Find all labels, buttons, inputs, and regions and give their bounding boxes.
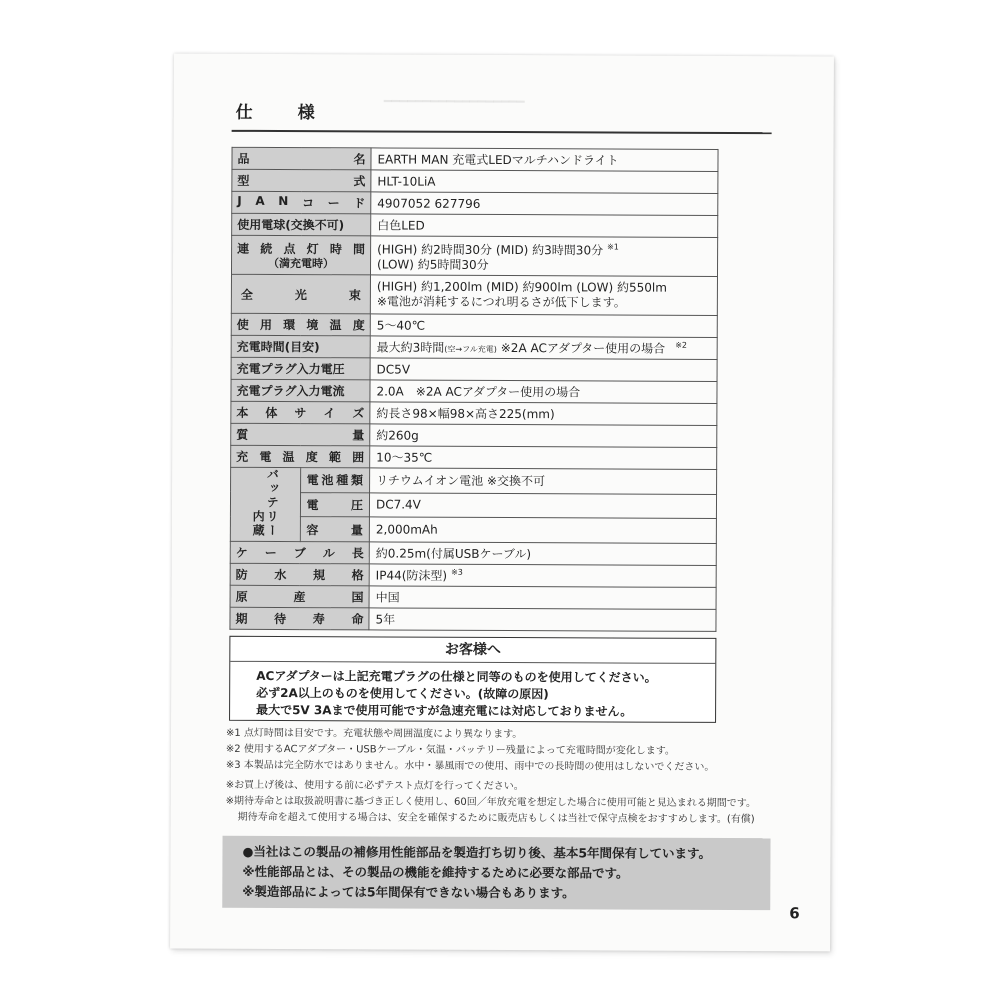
spec-value bbox=[370, 358, 717, 382]
label-char: 間 bbox=[353, 242, 366, 257]
spec-value bbox=[369, 542, 716, 566]
usage-notes bbox=[226, 778, 757, 828]
spec-value bbox=[370, 380, 717, 404]
spec-value-text: (LOW) 約5時間30分 bbox=[377, 257, 489, 272]
notice-line: ACアダプターは上記充電プラグの仕様と同等のものを使用してください。 bbox=[256, 668, 657, 685]
spec-row bbox=[231, 401, 717, 425]
spec-value-text: 最大約3時間 bbox=[376, 340, 445, 355]
footnote-ref: ※2 bbox=[675, 340, 688, 350]
label-char: 体 bbox=[265, 405, 278, 421]
spec-value-text: DC5V bbox=[376, 361, 411, 377]
label-char: A bbox=[255, 193, 265, 208]
spec-label bbox=[231, 274, 370, 314]
spec-row bbox=[231, 445, 717, 469]
spec-row bbox=[232, 169, 718, 193]
battery-side-label: バッテリー bbox=[265, 467, 280, 539]
spec-label bbox=[231, 401, 370, 424]
notice-body bbox=[230, 662, 715, 721]
label-char: イ bbox=[323, 406, 336, 421]
spec-value-text: 中国 bbox=[375, 590, 400, 605]
spec-label bbox=[230, 585, 369, 608]
spec-value-text: 10〜35℃ bbox=[376, 450, 433, 465]
usage-note: ※期待寿命とは取扱説明書に基づき正しく使用し、60回／年放充電を想定した場合に使用可能と見込まれる期間です。 bbox=[225, 795, 757, 810]
label-char: 寿 bbox=[312, 612, 325, 627]
spec-label bbox=[231, 423, 370, 446]
spec-value bbox=[369, 586, 716, 610]
label-char: 充電プラグ入力電流 bbox=[236, 383, 345, 399]
label-char: J bbox=[237, 193, 242, 208]
label-char: 温 bbox=[282, 450, 295, 465]
label-char: 境 bbox=[306, 318, 319, 333]
spec-value bbox=[370, 424, 717, 448]
label-char: 充 bbox=[236, 449, 249, 464]
label-char: 電 bbox=[306, 473, 319, 488]
label-char: 電 bbox=[306, 498, 319, 513]
label-char: 電 bbox=[259, 449, 272, 464]
title-underline bbox=[232, 130, 772, 134]
spec-value-text: 2.0A ※2A ACアダプター使用の場合 bbox=[376, 384, 581, 400]
label-char: 名 bbox=[353, 152, 366, 167]
label-char: 質 bbox=[236, 427, 249, 442]
spec-label bbox=[231, 445, 370, 468]
notice-line: 最大で5V 3Aまで使用可能ですが急速充電には対応しておりません。 bbox=[256, 702, 633, 719]
usage-note: ※お買上げ後は、使用する前に必ずテスト点灯を行ってください。 bbox=[225, 779, 524, 793]
spec-value bbox=[370, 275, 717, 316]
spec-value-text: EARTH MAN 充電式LEDマルチハンドライト bbox=[377, 152, 619, 168]
spec-value-text: IP44(防沫型) bbox=[375, 568, 448, 583]
spec-value-text: (HIGH) 約2時間30分 (MID) 約3時間30分 bbox=[377, 242, 604, 258]
spec-value-text: 約長さ98×幅98×高さ225(mm) bbox=[376, 406, 555, 422]
spec-row bbox=[230, 607, 716, 631]
footnote: ※3 本製品は完全防水ではありません。水中・暴風雨での使用、雨中での長時間の使用はしないでください。 bbox=[225, 759, 715, 773]
spec-row bbox=[231, 313, 717, 337]
label-char: 規 bbox=[312, 568, 326, 583]
spec-value bbox=[369, 608, 716, 632]
label-char: 度 bbox=[352, 318, 365, 333]
spec-label bbox=[231, 379, 370, 402]
spec-value: DC7.4V bbox=[369, 493, 716, 519]
label-char: 量 bbox=[352, 428, 365, 443]
parts-line: ※性能部品とは、その製品の機能を維持するために必要な部品です。 bbox=[242, 863, 629, 881]
label-char: 待 bbox=[274, 612, 287, 627]
parts-line: ●当社はこの製品の補修用性能部品を製造打ち切り後、基本5年間保有しています。 bbox=[242, 843, 712, 861]
spec-row bbox=[231, 357, 717, 381]
spec-row bbox=[232, 191, 718, 215]
label-char: 束 bbox=[348, 287, 361, 302]
label-char: N bbox=[278, 194, 289, 209]
label-char: 格 bbox=[351, 568, 364, 583]
label-char: 範 bbox=[328, 450, 341, 465]
label-char: 使用電球(交換不可) bbox=[237, 217, 345, 233]
page-number: 6 bbox=[789, 904, 800, 923]
spec-row bbox=[232, 213, 718, 237]
label-char: 全 bbox=[240, 287, 253, 302]
label-char: 用 bbox=[259, 317, 273, 332]
label-char: 類 bbox=[351, 473, 364, 488]
label-char: 原 bbox=[235, 589, 248, 604]
label-char: 水 bbox=[274, 568, 287, 583]
battery-group-label bbox=[230, 467, 300, 541]
customer-notice-box bbox=[229, 636, 716, 723]
parts-retention-box bbox=[222, 836, 770, 910]
spec-value bbox=[370, 314, 717, 338]
label-char: 池 bbox=[321, 473, 334, 488]
parts-line: ※製造部品によっては5年間保有できない場合もあります。 bbox=[242, 883, 575, 901]
label-char: 灯 bbox=[306, 242, 319, 257]
spec-value bbox=[371, 170, 718, 194]
spec-row bbox=[230, 517, 716, 544]
spec-value-text: (HIGH) 約1,200lm (MID) 約900lm (LOW) 約550lm bbox=[376, 279, 667, 295]
spec-row bbox=[231, 467, 717, 494]
spec-sublabel: （満充電時） bbox=[268, 256, 335, 271]
spec-table bbox=[229, 147, 718, 632]
spec-label bbox=[230, 541, 369, 564]
spec-label bbox=[232, 191, 371, 214]
spec-value-text: 約0.25m(付属USBケーブル) bbox=[375, 546, 532, 562]
label-char: 式 bbox=[353, 174, 366, 189]
label-char: 国 bbox=[351, 590, 364, 605]
spec-value bbox=[370, 402, 717, 426]
spec-label bbox=[231, 357, 370, 380]
manual-page bbox=[170, 54, 834, 952]
page-title: 仕 様 bbox=[235, 102, 329, 124]
spec-value-text: 4907052 627796 bbox=[377, 195, 481, 211]
spec-row bbox=[231, 274, 717, 315]
spec-value bbox=[369, 564, 716, 588]
label-char: 型 bbox=[237, 173, 250, 188]
label-char: 時 bbox=[329, 242, 342, 257]
spec-value: 2,000mAh bbox=[369, 517, 716, 543]
label-char: 使 bbox=[236, 317, 249, 332]
footnote: ※2 使用するACアダプター・USBケーブル・気温・バッテリー残量によって充電時間が変化します。 bbox=[225, 743, 675, 757]
spec-value bbox=[371, 148, 718, 172]
footnotes bbox=[226, 726, 715, 776]
spec-value: リチウムイオン電池 ※交換不可 bbox=[370, 468, 717, 494]
label-char: 期 bbox=[235, 611, 248, 626]
spec-value-text: 白色LED bbox=[377, 218, 425, 233]
spec-label bbox=[231, 235, 370, 275]
label-char: 連 bbox=[237, 241, 250, 256]
spec-row bbox=[231, 335, 717, 359]
label-char: ド bbox=[353, 196, 366, 211]
label-char: サ bbox=[294, 406, 307, 421]
label-char: 温 bbox=[329, 318, 342, 333]
footnote-ref: ※1 bbox=[607, 242, 619, 252]
spec-label: 充電時間(目安) bbox=[231, 335, 370, 358]
spec-row bbox=[231, 235, 717, 276]
footnote-ref: ※3 bbox=[451, 567, 463, 577]
notice-line: 必ず2A以上のものを使用してください。(故障の原因) bbox=[256, 685, 549, 702]
label-char: コ bbox=[301, 196, 315, 211]
spec-row bbox=[230, 585, 716, 609]
battery-side-label: 内蔵 bbox=[251, 509, 266, 538]
spec-value bbox=[371, 214, 718, 238]
label-char: 環 bbox=[283, 318, 296, 333]
label-char: 点 bbox=[283, 242, 296, 257]
label-char: 度 bbox=[305, 450, 318, 465]
spec-label bbox=[232, 147, 371, 170]
label-char: 囲 bbox=[352, 450, 365, 465]
spec-value-text: 5〜40℃ bbox=[376, 318, 426, 333]
spec-value-text: ※電池が消耗するにつれ明るさが低下します。 bbox=[376, 294, 626, 310]
label-char: 容 bbox=[306, 522, 319, 537]
label-char: 本 bbox=[236, 405, 249, 420]
label-char: 光 bbox=[294, 287, 307, 302]
label-char: 命 bbox=[351, 612, 364, 627]
show-through-text: ━━━━━━━━━━━━━━━━━━ bbox=[383, 94, 525, 111]
label-char: ズ bbox=[352, 406, 365, 421]
spec-row bbox=[231, 379, 717, 403]
spec-label bbox=[232, 169, 371, 192]
label-char: 産 bbox=[293, 590, 306, 605]
label-char: 圧 bbox=[350, 498, 364, 513]
label-char: ケ bbox=[235, 545, 248, 560]
label-char: ー bbox=[327, 196, 340, 211]
spec-value-text: ※2A ACアダプター使用の場合 bbox=[500, 340, 666, 356]
spec-value-text: 約260g bbox=[376, 428, 419, 443]
spec-row bbox=[230, 492, 716, 519]
spec-value-small: (空→フル充電) bbox=[444, 344, 497, 354]
spec-row bbox=[232, 147, 718, 171]
label-char: 防 bbox=[235, 567, 248, 582]
label-char: 品 bbox=[237, 151, 250, 166]
label-char: 充電プラグ入力電圧 bbox=[236, 361, 345, 377]
spec-label bbox=[300, 517, 370, 542]
label-char: 続 bbox=[260, 241, 273, 256]
spec-label bbox=[231, 313, 370, 336]
spec-row bbox=[230, 563, 716, 587]
spec-row bbox=[230, 541, 716, 565]
spec-label bbox=[230, 563, 369, 586]
label-char: ー bbox=[264, 545, 277, 561]
spec-label bbox=[230, 607, 369, 630]
spec-value-text: HLT-10LiA bbox=[377, 173, 436, 189]
notice-heading: お客様へ bbox=[230, 637, 715, 664]
spec-label bbox=[300, 492, 370, 517]
spec-value bbox=[370, 336, 717, 360]
spec-label bbox=[300, 468, 370, 493]
spec-row bbox=[231, 423, 717, 447]
label-char: 長 bbox=[351, 546, 364, 561]
label-char: 種 bbox=[336, 473, 349, 488]
label-char: 量 bbox=[350, 522, 363, 538]
footnote: ※1 点灯時間は目安です。充電状態や周囲温度により異なります。 bbox=[225, 727, 523, 741]
spec-label bbox=[232, 213, 371, 236]
spec-value bbox=[370, 236, 717, 277]
spec-value bbox=[370, 446, 717, 470]
label-char: ル bbox=[322, 546, 335, 561]
usage-note: 期待寿命を超えて使用する場合は、安全を確保するために販売店もしくは当社で保守点検をおすすめします。(有償) bbox=[237, 811, 755, 826]
spec-value-text: 5年 bbox=[375, 612, 396, 627]
spec-value bbox=[371, 192, 718, 216]
label-char: ブ bbox=[293, 546, 306, 561]
